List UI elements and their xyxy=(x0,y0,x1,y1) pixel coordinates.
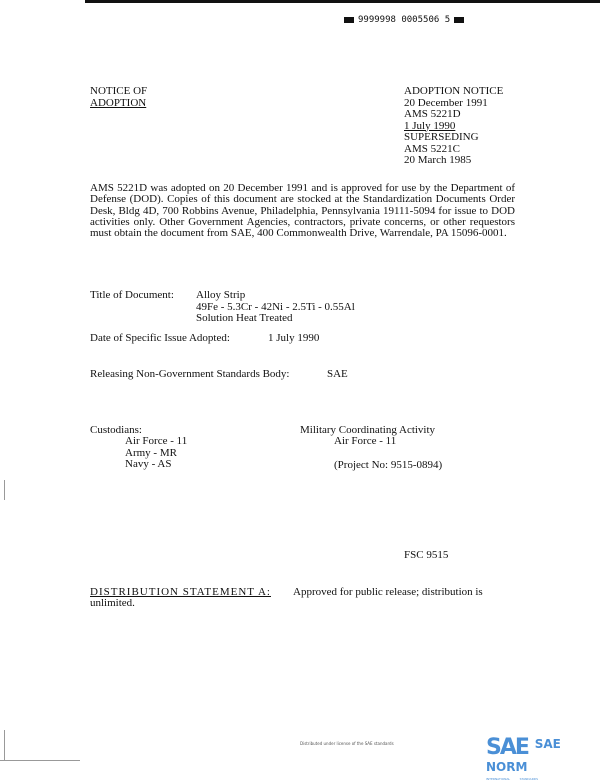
logo-name: SAE NORM xyxy=(486,737,561,774)
superseded-ams: AMS 5221C xyxy=(404,142,460,155)
scan-edge-bar xyxy=(85,0,600,3)
title-line: Solution Heat Treated xyxy=(196,312,293,324)
title-of-document-label: Title of Document: xyxy=(90,289,174,301)
custodians-list xyxy=(125,436,187,471)
date-adopted-value: 1 July 1990 xyxy=(268,332,320,344)
ams-number: AMS 5221D xyxy=(404,108,461,120)
date-adopted-label: Date of Specific Issue Adopted: xyxy=(90,332,230,344)
scan-artifact xyxy=(0,760,80,761)
distribution-text-2: unlimited. xyxy=(90,597,135,609)
ams-issue-date: 1 July 1990 xyxy=(404,119,456,132)
right-heading xyxy=(404,86,503,167)
title-line: Alloy Strip xyxy=(196,289,246,301)
superseded-date: 20 March 1985 xyxy=(404,154,472,166)
custodian: Air Force - 11 xyxy=(125,435,188,447)
military-activity-label: Military Coordinating Activity xyxy=(300,424,436,436)
custodians-label: Custodians: xyxy=(90,424,142,436)
superseding-label: SUPERSEDING xyxy=(404,131,479,143)
logo-sub-left: INTERNATIONAL xyxy=(486,777,511,781)
document-code xyxy=(340,15,468,25)
title-line: 49Fe - 5.3Cr - 42Ni - 2.5Ti - 0.55Al xyxy=(196,300,355,313)
logo-sub-right: STANDARDS xyxy=(519,777,539,781)
releasing-body-value: SAE xyxy=(327,368,348,380)
document-code-text: 9999998 0005506 5 xyxy=(358,15,451,25)
scan-artifact xyxy=(4,480,5,500)
distribution-label-text: DISTRIBUTION STATEMENT A: xyxy=(90,586,271,598)
left-heading-line1: NOTICE OF xyxy=(90,85,148,97)
left-heading-line2: ADOPTION xyxy=(90,96,147,109)
custodian: Navy - AS xyxy=(125,458,172,470)
military-activity-value: Air Force - 11 xyxy=(334,435,397,447)
footer-text: Distributed under license of the SAE standards xyxy=(300,741,394,746)
project-number: (Project No: 9515-0894) xyxy=(334,459,443,471)
scan-artifact xyxy=(4,730,5,760)
left-heading xyxy=(90,86,147,109)
sae-logo-mark: SAE xyxy=(486,735,528,760)
sae-norm-logo xyxy=(486,735,600,781)
body-paragraph: AMS 5221D was adopted on 20 December 1991 and is approved for use by the Department of Defense (DOD). Copies of this document are stocked at the Standardization Documents Order Desk, Bldg 4D, 700 Robbins Avenue, Philadelphia, Pennsylvania 19111-5094 for issue to DOD activities only. Other Government Agencies, contractors, private concerns, or other requestors must obtain the document from SAE, 400 Commonwealth Drive, Warrendale, PA 15096-0001. xyxy=(90,182,515,240)
custodian: Army - MR xyxy=(125,446,177,459)
fsc: FSC 9515 xyxy=(404,549,449,561)
adoption-date: 20 December 1991 xyxy=(404,96,488,109)
distribution-text: Approved for public release; distribution is xyxy=(293,586,483,598)
releasing-body-label: Releasing Non-Government Standards Body: xyxy=(90,368,290,380)
title-of-document-value xyxy=(196,290,355,325)
adoption-notice-label: ADOPTION NOTICE xyxy=(404,85,504,97)
